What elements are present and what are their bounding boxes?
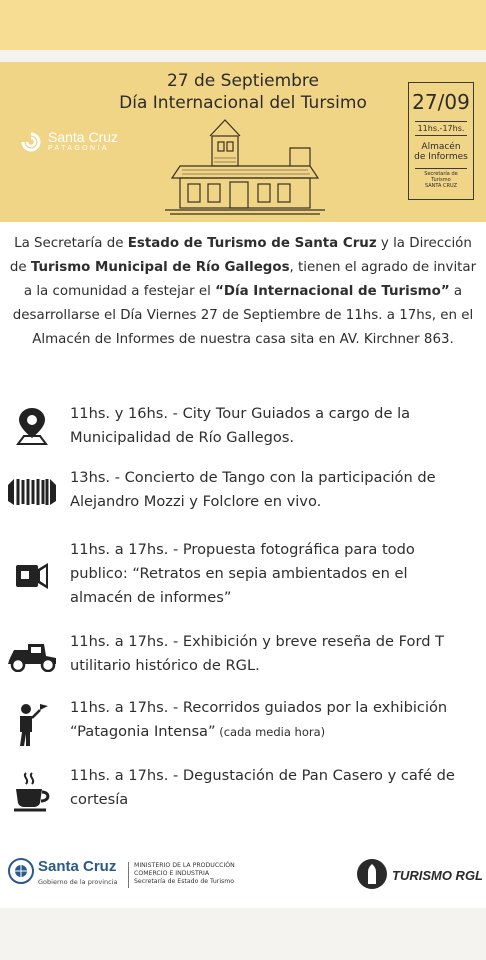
- top-banner-strip: [0, 0, 486, 50]
- item-text: 11hs. a 17hs. - Exhibición y breve reseña de Ford T utilitario histórico de RGL.: [70, 633, 445, 674]
- gap-strip: [0, 50, 486, 62]
- footer-province-name: Santa Cruz: [38, 858, 117, 875]
- item-text-main: 11hs. a 17hs. - Recorridos guiados por la exhibición “Patagonia Intensa”: [70, 699, 448, 740]
- title-date: 27 de Septiembre: [166, 71, 319, 91]
- footer-divider: [128, 862, 129, 888]
- building-illustration-icon: [160, 114, 330, 218]
- ministry-line2: COMERCIO E INDUSTRIA: [134, 870, 210, 877]
- intro-text-4: a desarrollarse el Día Viernes 27 de Septiembre de 11hs. a 17hs, en el Almacén de Informes de nuestra casa sita en AV. Kirchner 863.: [12, 284, 474, 347]
- intro-paragraph: [8, 232, 478, 352]
- date-hours: 11hs.-17hs.: [415, 121, 467, 136]
- flyer-body: [0, 222, 486, 908]
- camera-icon: [4, 552, 60, 596]
- intro-text-1: La Secretaría de: [14, 236, 128, 251]
- ministry-line1: MINISTERIO DE LA PRODUCCIÓN: [134, 862, 235, 869]
- bottom-strip: [0, 908, 486, 960]
- item-text: 11hs. a 17hs. - Propuesta fotográfica para todo publico: “Retratos en sepia ambientados en el almacén de informes”: [70, 541, 415, 606]
- place-line1: Almacén: [421, 142, 461, 152]
- intro-bold-3: “Día Internacional de Turismo”: [215, 284, 450, 299]
- accordion-icon: [4, 470, 60, 514]
- item-text: 13hs. - Concierto de Tango con la participación de Alejandro Mozzi y Folclore en vivo.: [70, 469, 436, 510]
- intro-text-2: y la Dirección de: [9, 236, 472, 275]
- intro-bold-1: Estado de Turismo de Santa Cruz: [127, 236, 377, 251]
- date-box: [408, 82, 474, 200]
- intro-bold-2: Turismo Municipal de Río Gallegos: [30, 260, 290, 275]
- spiral-logo-icon: [20, 131, 42, 153]
- org-line2: SANTA CRUZ: [424, 183, 458, 189]
- province-seal-icon: [8, 858, 34, 884]
- org-line1: Secretaría de Turismo: [424, 171, 458, 183]
- location-pin-icon: [4, 404, 60, 448]
- intro-text-3: , tienen el agrado de invitar a la comunidad a festejar el: [23, 260, 477, 299]
- ministry-line3: Secretaría de Estado de Turismo: [134, 878, 235, 885]
- turismo-rgl-logo-icon: [356, 858, 388, 890]
- footer-gov-label: Gobierno de la provincia: [38, 878, 118, 886]
- item-text-note: (cada media hora): [215, 725, 326, 739]
- item-text: [70, 696, 470, 744]
- vintage-car-icon: [4, 634, 60, 678]
- item-text: 11hs. a 17hs. - Degustación de Pan Casero y café de cortesía: [70, 767, 455, 808]
- title-event: Día Internacional del Tursimo: [119, 93, 367, 113]
- tour-guide-icon: [4, 702, 60, 746]
- item-text: 11hs. y 16hs. - City Tour Guiados a cargo de la Municipalidad de Río Gallegos.: [70, 405, 411, 446]
- place-line2: de Informes: [414, 152, 468, 162]
- date-number: 27/09: [412, 90, 470, 114]
- flyer-header: [0, 62, 486, 222]
- brand-name: Santa Cruz: [48, 129, 119, 145]
- santa-cruz-brand: [20, 130, 118, 153]
- footer-rgl-label: TURISMO RGL: [392, 868, 483, 883]
- footer-ministry: [134, 862, 264, 886]
- date-org: [415, 168, 467, 189]
- date-place: [409, 142, 473, 162]
- sponsors-footer: [0, 840, 486, 908]
- brand-subtitle: PATAGONIA: [48, 145, 109, 152]
- flyer-title: [88, 70, 398, 114]
- coffee-cup-icon: [4, 770, 60, 814]
